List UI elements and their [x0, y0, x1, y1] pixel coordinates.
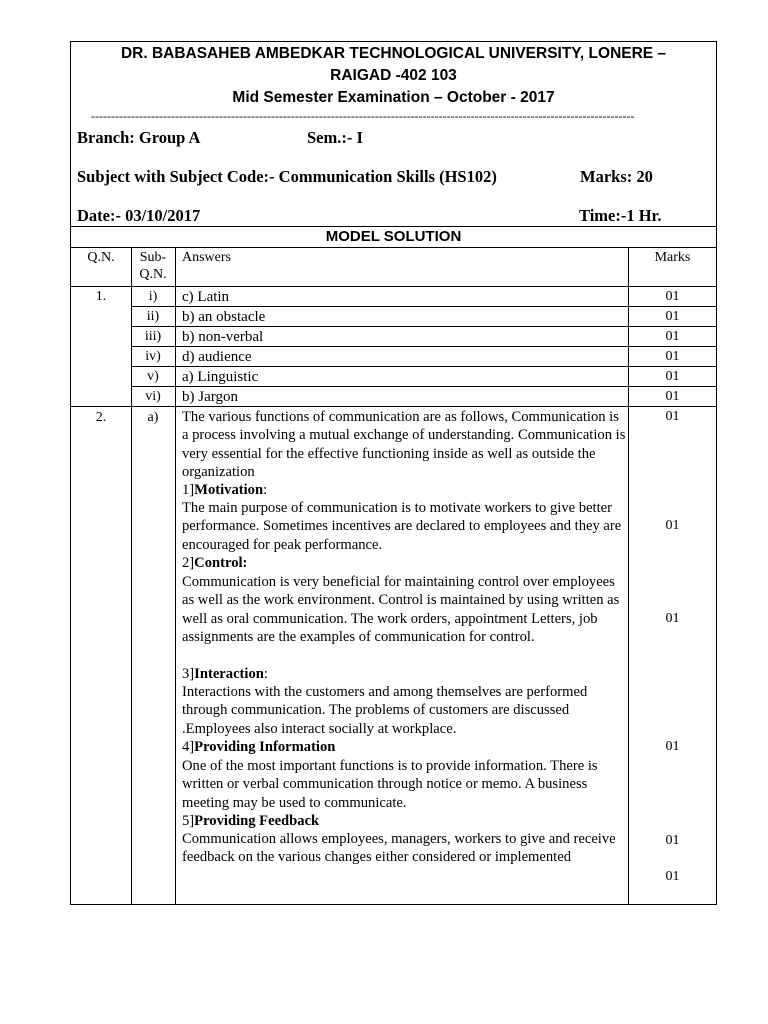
function-heading-control	[182, 554, 627, 572]
function-heading-interaction	[182, 665, 627, 683]
answer-text: b) Jargon	[182, 389, 238, 405]
exam-title: Mid Semester Examination – October - 2017	[232, 89, 555, 106]
university-name-line1: DR. BABASAHEB AMBEDKAR TECHNOLOGICAL UNIVERSITY, LONERE –	[120, 45, 667, 62]
answer-text: a) Linguistic	[182, 369, 259, 385]
row-divider	[131, 326, 716, 327]
function-title: Control:	[194, 555, 248, 571]
function-colon: :	[263, 482, 268, 498]
marks-label: Marks: 20	[580, 167, 653, 186]
marks-value: 01	[665, 349, 680, 364]
marks-value: 01	[665, 869, 680, 884]
time-label: Time:-1 Hr.	[579, 206, 662, 225]
question-number: 2.	[95, 410, 107, 425]
column-header-subqn-line2: Q.N.	[139, 267, 167, 282]
answer-text: d) audience	[182, 349, 252, 365]
sub-question-number: v)	[147, 369, 159, 384]
answer-text-control: Communication is very beneficial for maintaining control over employees as well as the work environment. Control is maintained by using written as well as oral communication. The work orders, appointment Letters, job assignments are the examples of communication for control.	[182, 574, 620, 646]
function-heading-providing-information	[182, 738, 627, 756]
marks-value: 01	[665, 518, 680, 533]
sub-question-number: vi)	[145, 389, 161, 404]
column-header-marks: Marks	[654, 250, 691, 265]
function-number: 5]	[182, 813, 195, 829]
row-divider	[71, 286, 716, 287]
function-number: 4]	[182, 739, 195, 755]
dashed-separator: ----------------------------------------------------------------------------------------------------------------------------------------	[91, 110, 635, 122]
marks-value: 01	[665, 289, 680, 304]
sub-question-number: ii)	[146, 309, 160, 324]
answer-text-intro: The various functions of communication are as follows, Communication is a process involving a mutual exchange of understanding. Communication is very essential for the effective functioning inside as well as outside the organization	[182, 409, 626, 481]
marks-value: 01	[665, 369, 680, 384]
answer-table	[71, 247, 716, 904]
function-title: Interaction	[194, 666, 264, 682]
function-colon: :	[263, 666, 268, 682]
answer-text: b) non-verbal	[182, 329, 264, 345]
university-name-line2: RAIGAD -402 103	[330, 67, 457, 84]
answer-text-interaction: Interactions with the customers and among themselves are performed through communication. The problems of customers are discussed .Employees also interact socially at workplace.	[182, 684, 588, 737]
function-heading-providing-feedback	[182, 812, 627, 830]
function-heading-motivation	[182, 481, 627, 499]
date-label: Date:- 03/10/2017	[77, 206, 201, 225]
marks-value: 01	[665, 409, 680, 424]
function-number: 3]	[182, 666, 195, 682]
marks-value: 01	[665, 833, 680, 848]
function-title: Providing Feedback	[194, 813, 320, 829]
function-number: 2]	[182, 555, 195, 571]
question-number: 1.	[95, 289, 107, 304]
branch-label: Branch: Group A	[77, 128, 201, 147]
semester-label: Sem.:- I	[307, 128, 363, 147]
row-divider	[131, 306, 716, 307]
marks-value: 01	[665, 309, 680, 324]
marks-value: 01	[665, 389, 680, 404]
row-divider	[131, 386, 716, 387]
column-header-answers: Answers	[182, 250, 231, 265]
exam-sheet	[70, 41, 717, 905]
function-title: Providing Information	[194, 739, 336, 755]
function-number: 1]	[182, 482, 195, 498]
marks-value: 01	[665, 329, 680, 344]
answer-text: b) an obstacle	[182, 309, 266, 325]
sub-question-number: a)	[147, 410, 159, 425]
marks-value: 01	[665, 739, 680, 754]
model-solution-heading: MODEL SOLUTION	[71, 226, 716, 248]
answer-text-motivation: The main purpose of communication is to motivate workers to give better performance. Sometimes incentives are declared to employees and they are encouraged for peak performance.	[182, 500, 622, 553]
row-divider	[131, 366, 716, 367]
column-header-subqn-line1: Sub-	[139, 250, 167, 265]
sub-question-number: i)	[148, 289, 158, 304]
row-divider	[71, 406, 716, 407]
function-title: Motivation	[194, 482, 264, 498]
marks-value: 01	[665, 611, 680, 626]
row-divider	[131, 346, 716, 347]
answer-text: c) Latin	[182, 289, 230, 305]
answer-text-providing-feedback: Communication allows employees, managers, workers to give and receive feedback on the various changes either considered or implemented	[182, 831, 616, 866]
column-header-qn: Q.N.	[87, 250, 115, 265]
subject-label: Subject with Subject Code:- Communication Skills (HS102)	[77, 167, 497, 186]
sub-question-number: iii)	[144, 329, 162, 344]
sub-question-number: iv)	[145, 349, 161, 364]
answer-text-providing-information: One of the most important functions is to provide information. There is written or verbal communication through notice or memo. A business meeting may be used to communicate.	[182, 758, 598, 811]
